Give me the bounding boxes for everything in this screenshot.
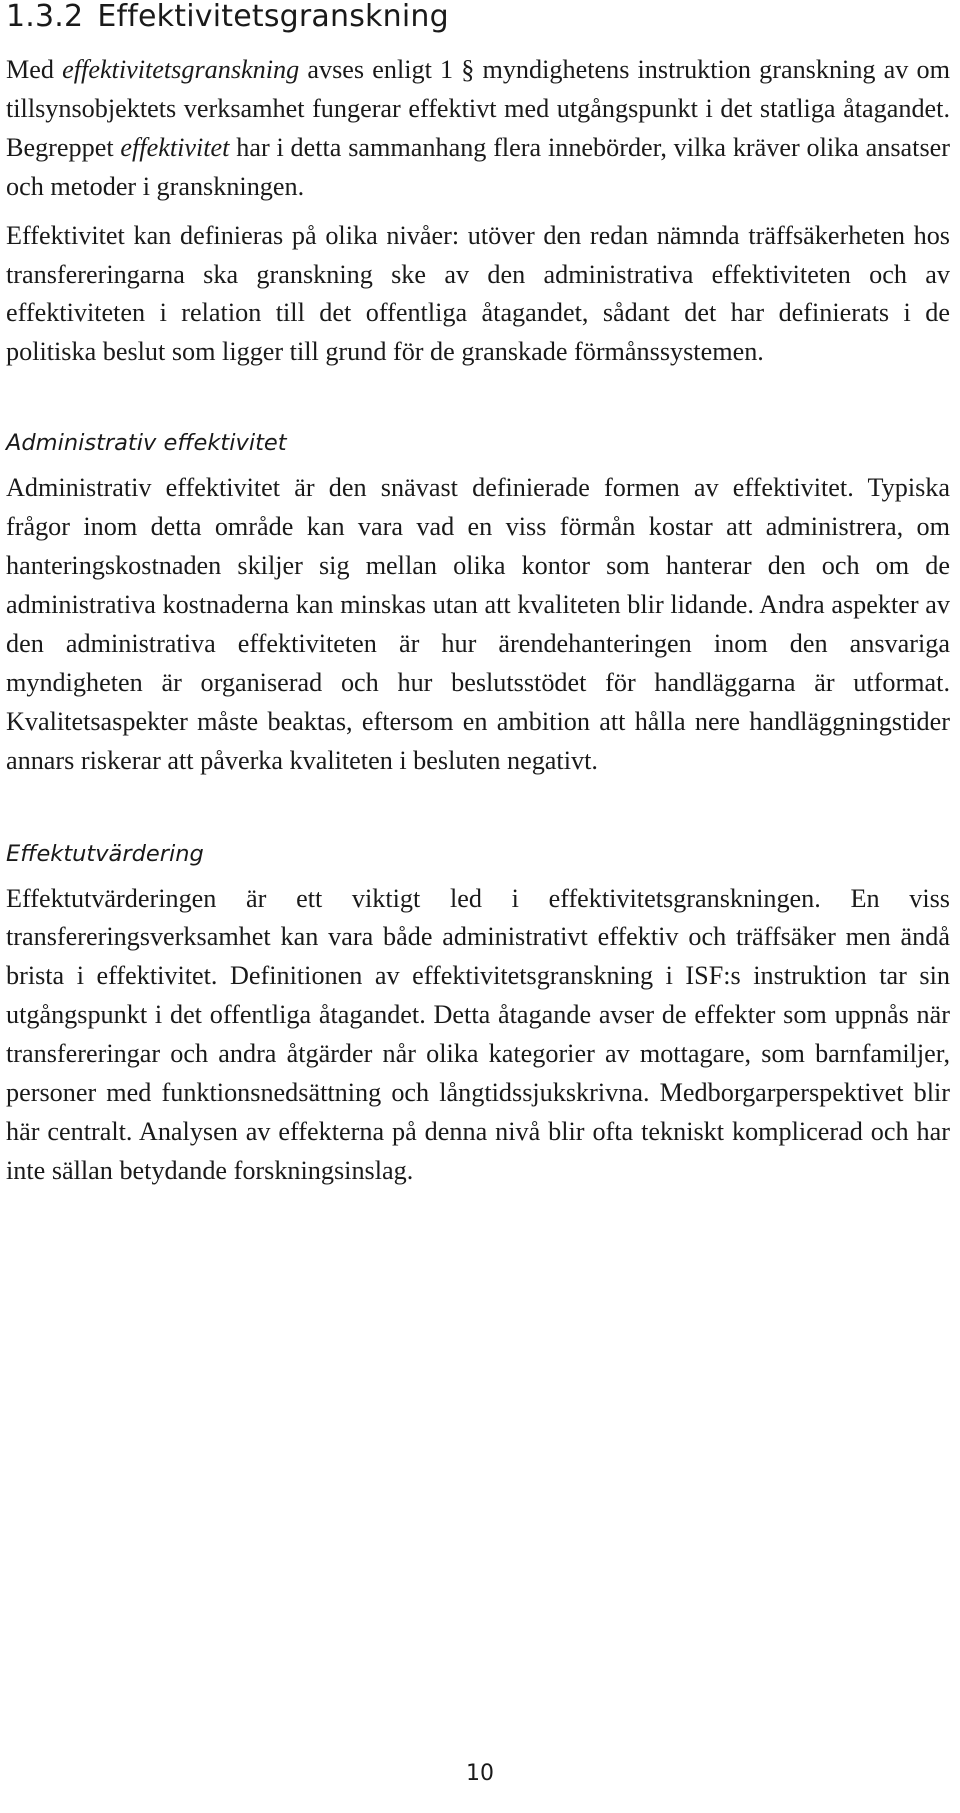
subheading-effektutvardering: Effektutvärdering (6, 840, 204, 867)
section-title: Effektivitetsgranskning (97, 0, 449, 34)
administrativ-effektivitet-paragraph: Administrativ effektivitet är den snävast definierade formen av effektivitet. Typiska frågor inom detta område kan vara vad en viss förmån kostar att administrera, om hanteringskostnaden skiljer sig mellan olika kontor som hanterar den och om de administrativa kostnaderna kan minskas utan att kvaliteten blir lidande. Andra aspekter av den administrativa effektiviteten är hur ärendehanteringen inom den ansvariga myndigheten är organiserad och hur beslutsstödet för handläggarna är utformat. Kvalitetsaspekter måste beaktas, eftersom en ambition att hålla nere handläggningstider annars riskerar att påverka kvaliteten i besluten negativt. (6, 473, 950, 775)
intro-italic-term-2: effektivitet (120, 132, 230, 162)
intro-italic-term-1: effektivitetsgranskning (62, 55, 300, 84)
section-heading (6, 0, 950, 34)
section-number: 1.3.2 (6, 0, 84, 34)
levels-paragraph: Effektivitet kan definieras på olika nivåer: utöver den redan nämnda träffsäkerheten hos transfereringarna ska granskning ske av den administrativa effektiviteten och av effektiviteten i relation till det offentliga åtagandet, sådant det har definierats i de politiska beslut som ligger till grund för de granskade förmånssystemen. (6, 220, 950, 367)
subheading-administrativ-effektivitet: Administrativ effektivitet (6, 430, 287, 457)
intro-paragraph (6, 51, 950, 207)
intro-text-2: avses enligt 1 § myndighetens instruktion granskning av om tillsynsobjektets verksamhet fungerar effektivt med utgångspunkt i det statliga åtagandet. Begreppet (6, 55, 950, 162)
intro-text-3: har i detta sammanhang flera innebörder, vilka kräver olika ansatser och metoder i granskningen. (6, 132, 950, 201)
intro-text-1: Med (6, 55, 63, 84)
effektutvardering-paragraph: Effektutvärderingen är ett viktigt led i effektivitetsgranskningen. En viss transfereringsverksamhet kan vara både administrativt effektiv och träffsäker men ändå brista i effektivitet. Definitionen av effektivitetsgranskning i ISF:s instruktion tar sin utgångspunkt i det offentliga åtagandet. Detta åtagande avser de effekter som uppnås när transfereringar och andra åtgärder når olika kategorier av mottagare, som barnfamiljer, personer med funktionsnedsättning och långtidssjukskrivna. Medborgarperspektivet blir här centralt. Analysen av effekterna på denna nivå blir ofta tekniskt komplicerad och har inte sällan betydande forskningsinslag. (6, 883, 950, 1185)
page-number: 10 (466, 1761, 494, 1786)
